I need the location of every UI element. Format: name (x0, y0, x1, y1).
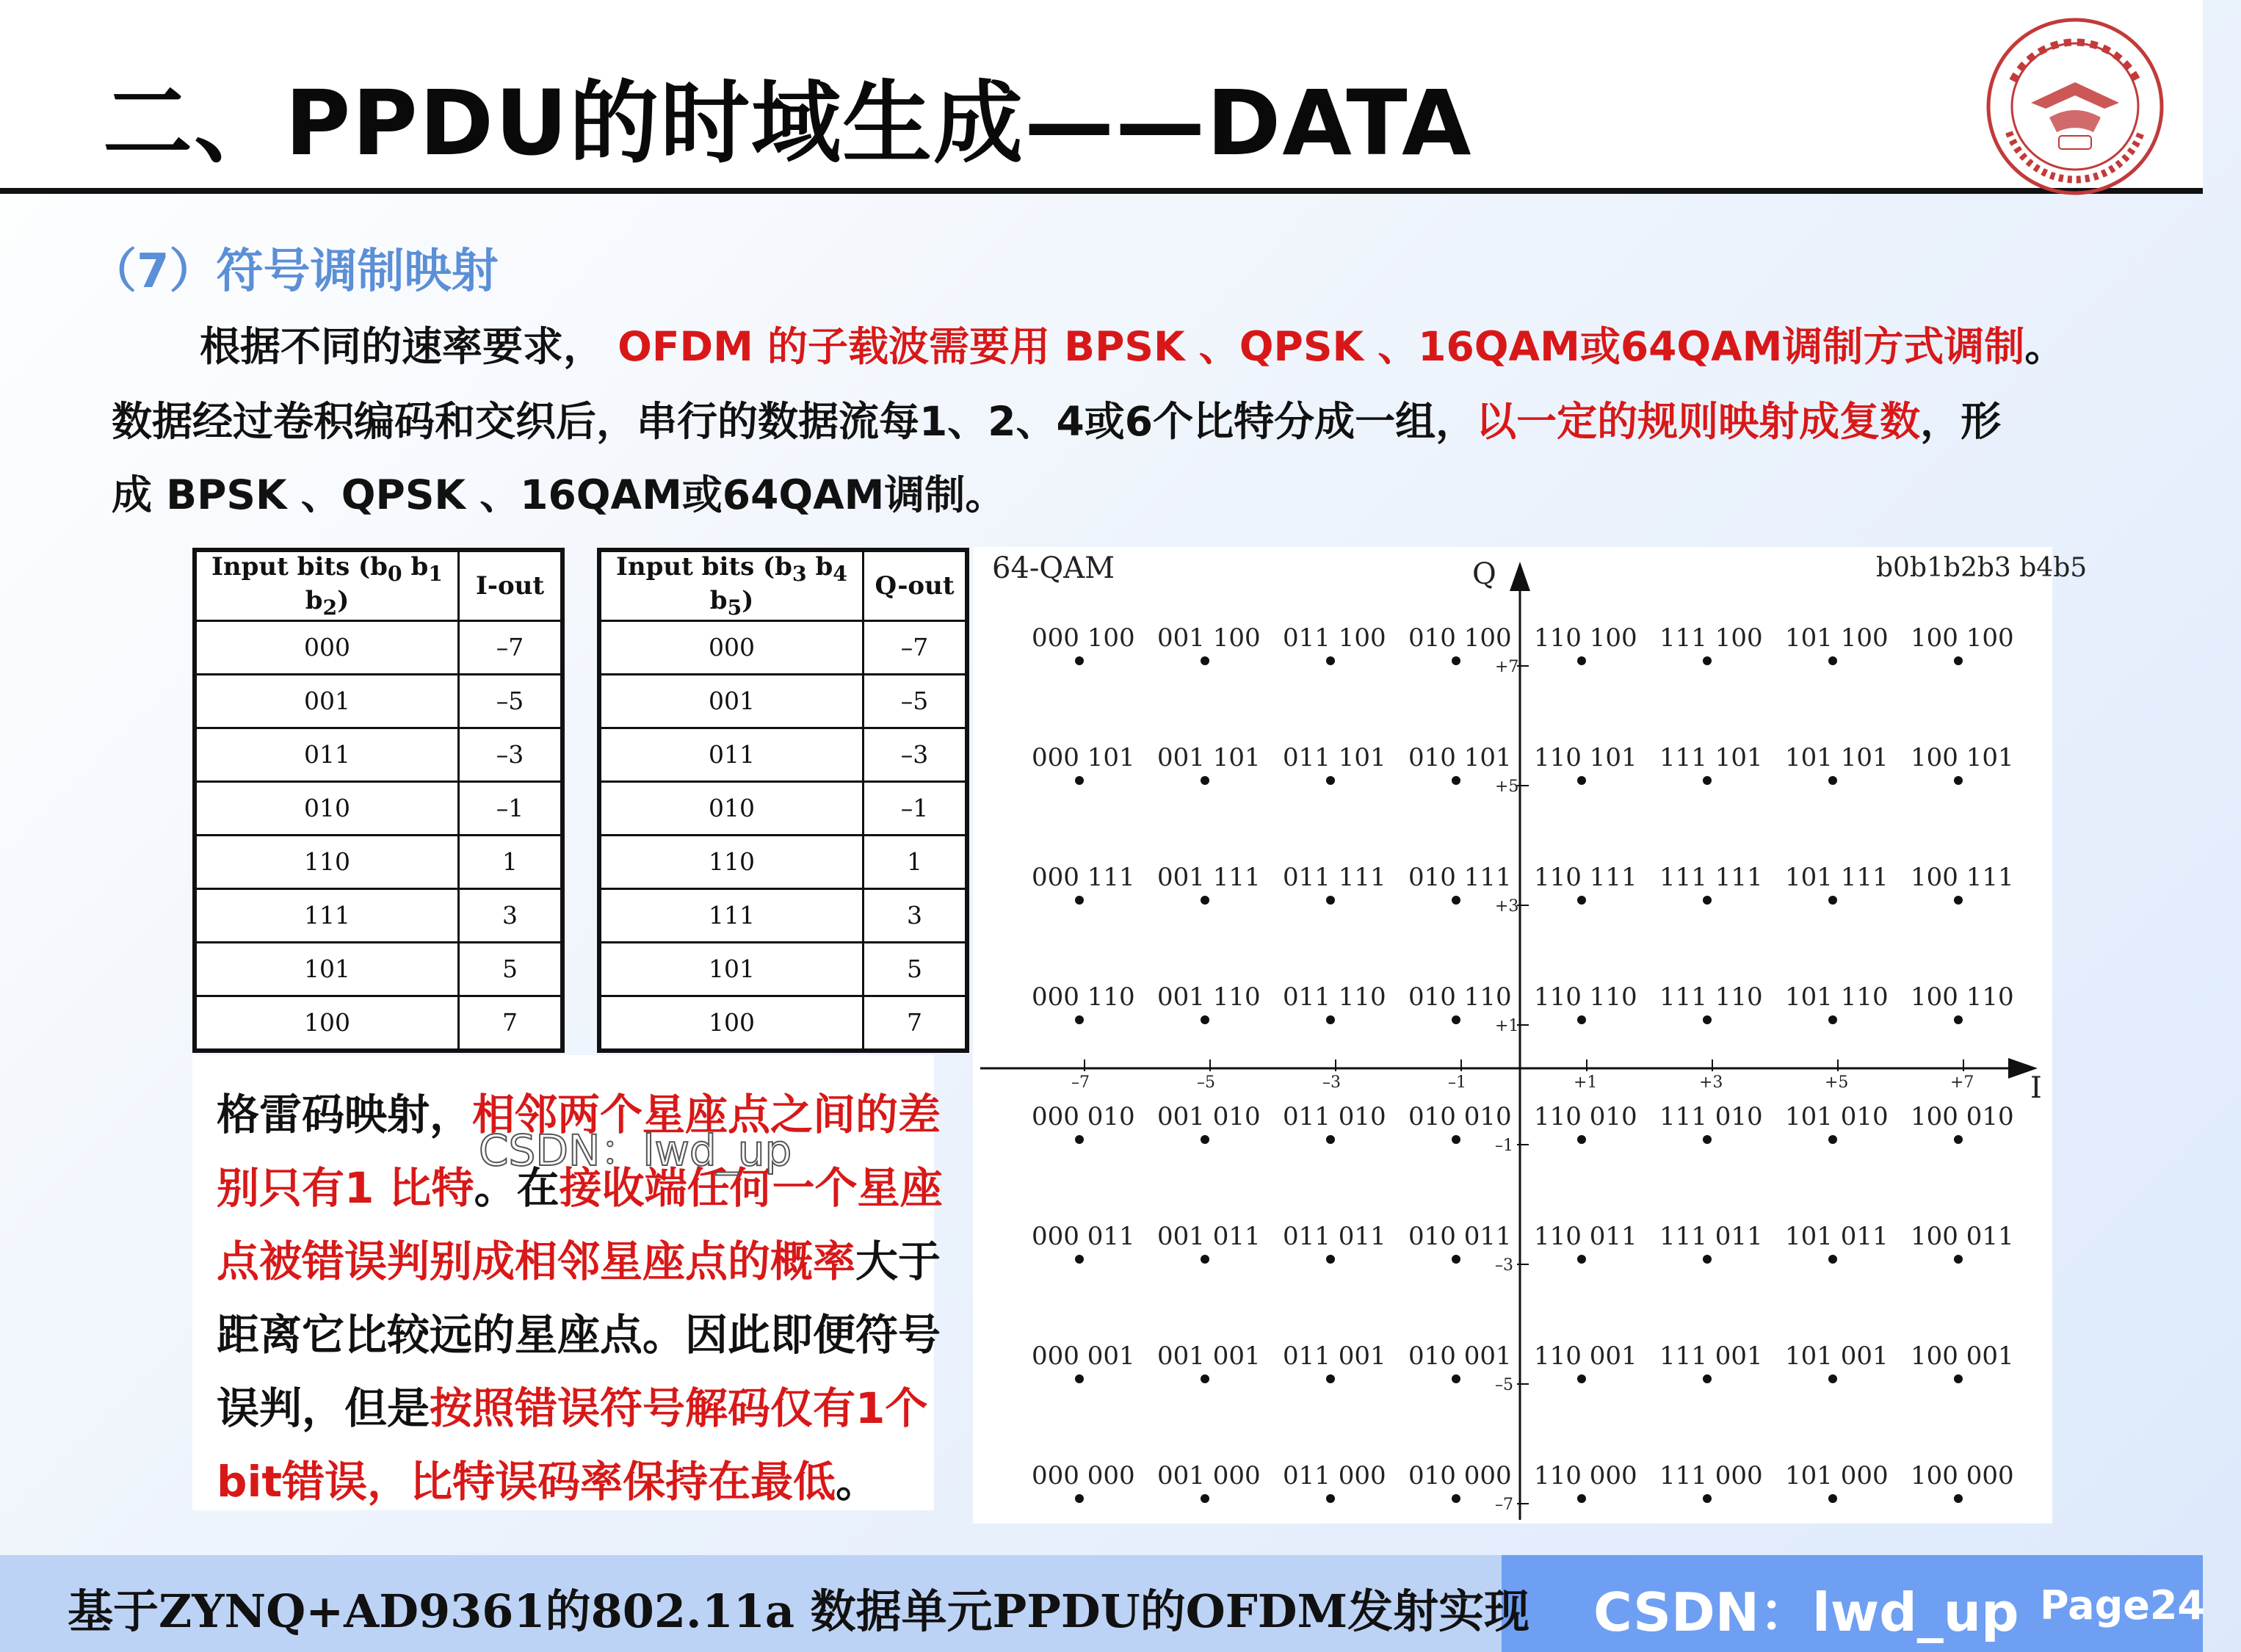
constellation-point-label: 011 101 (1283, 743, 1386, 772)
constellation-point (1577, 1255, 1586, 1264)
constellation-point (1828, 1374, 1837, 1383)
paragraph-text: 根据不同的速率要求， (200, 323, 604, 370)
constellation-point (1828, 776, 1837, 785)
university-seal-logo (1980, 15, 2171, 198)
constellation-point (1828, 1255, 1837, 1264)
output-level-cell: –7 (459, 620, 563, 674)
note-text: 大于距离它比较远的星座点。因此即便符号误判，但是 (217, 1236, 941, 1433)
constellation-point (1075, 656, 1084, 665)
output-level-cell: 7 (459, 996, 563, 1051)
constellation-point (1201, 1255, 1209, 1264)
constellation-point-label: 010 100 (1408, 623, 1512, 653)
constellation-point-label: 000 111 (1032, 863, 1135, 892)
note-text: 格雷码映射， (217, 1090, 473, 1140)
constellation-point (1954, 1135, 1963, 1144)
table-header-input-bits: Input bits ($b_0$ $b_1$ $b_2$) (195, 550, 459, 620)
table-row (599, 888, 967, 942)
constellation-point (1577, 776, 1586, 785)
input-bits-cell: 001 (599, 674, 864, 728)
footer-brand: CSDN：lwd_up (1593, 1582, 2019, 1643)
q-tick-label: +5 (1495, 778, 1519, 796)
constellation-point (1201, 1135, 1209, 1144)
constellation-point (1703, 1374, 1712, 1383)
output-level-cell: 1 (459, 835, 563, 888)
constellation-point (1075, 1374, 1084, 1383)
constellation-point (1452, 656, 1460, 665)
constellation-point (1326, 1135, 1335, 1144)
constellation-point (1326, 1015, 1335, 1024)
constellation-point (1326, 1374, 1335, 1383)
constellation-point-label: 010 010 (1408, 1102, 1512, 1131)
constellation-point-label: 100 010 (1911, 1102, 2014, 1131)
constellation-point (1452, 1494, 1460, 1503)
constellation-point (1577, 656, 1586, 665)
table-row (195, 888, 562, 942)
i-tick-label: +3 (1699, 1073, 1723, 1092)
constellation-point (1828, 656, 1837, 665)
constellation-point-label: 101 110 (1785, 982, 1889, 1012)
constellation-point-label: 110 111 (1534, 863, 1637, 892)
output-level-cell: 3 (459, 888, 563, 942)
output-level-cell: –7 (864, 620, 968, 674)
constellation-point-label: 111 011 (1659, 1222, 1763, 1251)
constellation-point (1703, 1135, 1712, 1144)
constellation-point-label: 011 010 (1283, 1102, 1386, 1131)
constellation-point (1954, 1255, 1963, 1264)
input-bits-cell: 011 (599, 728, 864, 781)
constellation-point-label: 111 111 (1659, 863, 1763, 892)
constellation-point-label: 101 010 (1785, 1102, 1889, 1131)
table-row (599, 996, 967, 1051)
constellation-title: 64-QAM (992, 551, 1115, 585)
i-tick-label: +5 (1825, 1073, 1849, 1092)
q-tick-label: +3 (1495, 897, 1519, 916)
constellation-point-label: 100 100 (1911, 623, 2014, 653)
footer-caption: 基于ZYNQ+AD9361的802.11a 数据单元PPDU的OFDM发射实现 (68, 1584, 1530, 1638)
output-level-cell: 5 (459, 942, 563, 996)
note-highlight: 按照错误符号解码仅有1个bit错误，比特误码率保持在最低 (217, 1383, 928, 1507)
paragraph-text: 数据经过卷积编码和交织后，串行的数据流每1、2、4或6个比特分成一组， (112, 398, 1477, 445)
constellation-point-label: 111 000 (1659, 1461, 1763, 1490)
input-bits-cell: 110 (599, 835, 864, 888)
input-bits-cell: 101 (599, 942, 864, 996)
constellation-point-label: 010 000 (1408, 1461, 1512, 1490)
input-bits-cell: 100 (599, 996, 864, 1051)
constellation-point (1703, 1255, 1712, 1264)
constellation-point-label: 110 100 (1534, 623, 1637, 653)
bit-order-label: b0b1b2b3 b4b5 (1876, 553, 2088, 583)
constellation-point (1075, 1015, 1084, 1024)
constellation-point-label: 111 001 (1659, 1341, 1763, 1371)
q-tick-label: –1 (1495, 1137, 1513, 1155)
constellation-point-label: 100 001 (1911, 1341, 2014, 1371)
constellation-point (1577, 1494, 1586, 1503)
constellation-point-label: 011 011 (1283, 1222, 1386, 1251)
csdn-watermark: CSDN：lwd_up (479, 1126, 792, 1175)
constellation-point (1954, 1374, 1963, 1383)
table-header-i-out: I-out (459, 550, 563, 620)
constellation-point-label: 111 010 (1659, 1102, 1763, 1131)
table-row (195, 835, 562, 888)
constellation-point (1828, 1135, 1837, 1144)
constellation-point-label: 100 110 (1911, 982, 2014, 1012)
q-tick-label: –3 (1495, 1256, 1513, 1275)
q-tick-label: +1 (1495, 1017, 1519, 1035)
output-level-cell: 3 (864, 888, 968, 942)
constellation-point (1326, 896, 1335, 905)
input-bits-cell: 010 (195, 781, 459, 835)
output-level-cell: 7 (864, 996, 968, 1051)
constellation-point-label: 101 000 (1785, 1461, 1889, 1490)
constellation-point-label: 010 001 (1408, 1341, 1512, 1371)
constellation-point (1075, 1255, 1084, 1264)
constellation-point-label: 111 101 (1659, 743, 1763, 772)
q-tick-label: +7 (1495, 658, 1519, 676)
constellation-point (1703, 776, 1712, 785)
i-tick-label: +7 (1950, 1073, 1974, 1092)
constellation-point-label: 011 110 (1283, 982, 1386, 1012)
input-bits-cell: 001 (195, 674, 459, 728)
constellation-point (1201, 1494, 1209, 1503)
constellation-point-label: 101 101 (1785, 743, 1889, 772)
constellation-point (1075, 1494, 1084, 1503)
constellation-point (1326, 656, 1335, 665)
constellation-point-label: 100 101 (1911, 743, 2014, 772)
constellation-point (1577, 1015, 1586, 1024)
title-divider (0, 188, 2203, 194)
page-number: Page24 (2040, 1582, 2205, 1629)
constellation-point-label: 100 000 (1911, 1461, 2014, 1490)
constellation-point-label: 110 110 (1534, 982, 1637, 1012)
constellation-point (1201, 896, 1209, 905)
constellation-point-label: 110 011 (1534, 1222, 1637, 1251)
output-level-cell: 5 (864, 942, 968, 996)
table-row (195, 728, 562, 781)
constellation-point-label: 100 011 (1911, 1222, 2014, 1251)
table-row (195, 942, 562, 996)
table-row (195, 781, 562, 835)
constellation-point-label: 010 011 (1408, 1222, 1512, 1251)
table-row (599, 942, 967, 996)
constellation-point (1075, 1135, 1084, 1144)
input-bits-cell: 000 (195, 620, 459, 674)
paragraph-line-1 (200, 314, 2241, 372)
constellation-point (1828, 896, 1837, 905)
constellation-point-label: 001 011 (1157, 1222, 1261, 1251)
constellation-point (1703, 656, 1712, 665)
constellation-point-label: 010 101 (1408, 743, 1512, 772)
table-row (599, 835, 967, 888)
constellation-point-label: 000 000 (1032, 1461, 1135, 1490)
constellation-point (1452, 776, 1460, 785)
i-tick-label: +1 (1574, 1073, 1598, 1092)
constellation-point (1201, 656, 1209, 665)
constellation-point (1326, 1255, 1335, 1264)
output-level-cell: –5 (459, 674, 563, 728)
constellation-point (1828, 1494, 1837, 1503)
table-row (599, 674, 967, 728)
note-text: 。 (836, 1457, 879, 1507)
input-bits-cell: 100 (195, 996, 459, 1051)
table-header-input-bits: Input bits ($b_3$ $b_4$ $b_5$) (599, 550, 864, 620)
output-level-cell: 1 (864, 835, 968, 888)
section-heading: （7）符号调制映射 (90, 244, 499, 299)
constellation-point (1703, 1015, 1712, 1024)
input-bits-cell: 011 (195, 728, 459, 781)
constellation-point (1703, 896, 1712, 905)
input-bits-cell: 111 (599, 888, 864, 942)
constellation-point (1703, 1494, 1712, 1503)
constellation-point-label: 000 100 (1032, 623, 1135, 653)
constellation-point-label: 001 101 (1157, 743, 1261, 772)
input-bits-cell: 010 (599, 781, 864, 835)
paragraph-line-3: 成 BPSK 、QPSK 、16QAM或64QAM调制。 (112, 471, 1006, 518)
output-level-cell: –1 (864, 781, 968, 835)
i-tick-label: –5 (1197, 1073, 1215, 1092)
constellation-point-label: 101 100 (1785, 623, 1889, 653)
note-highlight: 相邻两个星座点之间的差别只有1 比特 (217, 1090, 941, 1213)
constellation-point-label: 111 100 (1659, 623, 1763, 653)
output-level-cell: –3 (864, 728, 968, 781)
constellation-point-label: 110 001 (1534, 1341, 1637, 1371)
constellation-point (1452, 1255, 1460, 1264)
page-title: 二、PPDU的时域生成——DATA (103, 71, 1473, 175)
constellation-point-label: 010 110 (1408, 982, 1512, 1012)
constellation-point-label: 000 010 (1032, 1102, 1135, 1131)
constellation-point-label: 000 011 (1032, 1222, 1135, 1251)
constellation-point (1075, 776, 1084, 785)
constellation-point-label: 101 001 (1785, 1341, 1889, 1371)
q-tick-label: –7 (1495, 1496, 1513, 1514)
constellation-point-label: 001 000 (1157, 1461, 1261, 1490)
table-header-q-out: Q-out (864, 550, 968, 620)
constellation-point-label: 000 001 (1032, 1341, 1135, 1371)
table-row (195, 674, 562, 728)
paragraph-highlight: OFDM 的子载波需要用 BPSK 、QPSK 、16QAM或64QAM调制方式调制 (618, 323, 2025, 370)
q-axis-label: Q (1472, 557, 1496, 591)
constellation-point-label: 101 011 (1785, 1222, 1889, 1251)
table-row (599, 728, 967, 781)
constellation-point-label: 011 100 (1283, 623, 1386, 653)
q-tick-label: –5 (1495, 1376, 1513, 1394)
input-bits-cell: 101 (195, 942, 459, 996)
constellation-point (1577, 1374, 1586, 1383)
constellation-point-label: 000 110 (1032, 982, 1135, 1012)
input-bits-cell: 000 (599, 620, 864, 674)
note-text: 。在 (474, 1163, 560, 1213)
constellation-point (1201, 1015, 1209, 1024)
i-tick-label: –3 (1322, 1073, 1341, 1092)
paragraph-highlight: 以一定的规则映射成复数 (1476, 398, 1921, 445)
constellation-point (1452, 896, 1460, 905)
output-level-cell: –3 (459, 728, 563, 781)
constellation-point (1954, 656, 1963, 665)
constellation-point (1828, 1015, 1837, 1024)
constellation-point (1452, 1135, 1460, 1144)
constellation-point (1452, 1015, 1460, 1024)
constellation-point-label: 001 110 (1157, 982, 1261, 1012)
output-level-cell: –1 (459, 781, 563, 835)
constellation-point (1452, 1374, 1460, 1383)
table-row (195, 996, 562, 1051)
constellation-point (1954, 896, 1963, 905)
constellation-point (1577, 896, 1586, 905)
constellation-point-label: 001 100 (1157, 623, 1261, 653)
constellation-point (1201, 1374, 1209, 1383)
input-bits-cell: 110 (195, 835, 459, 888)
q-out-mapping-table (597, 548, 969, 1053)
constellation-point-label: 011 111 (1283, 863, 1386, 892)
table-row (599, 781, 967, 835)
table-row (599, 620, 967, 674)
qam64-constellation-diagram (973, 547, 2088, 1524)
constellation-point-label: 001 010 (1157, 1102, 1261, 1131)
constellation-point-label: 011 000 (1283, 1461, 1386, 1490)
constellation-point (1577, 1135, 1586, 1144)
constellation-point-label: 001 001 (1157, 1341, 1261, 1371)
constellation-point-label: 101 111 (1785, 863, 1889, 892)
constellation-point-label: 011 001 (1283, 1341, 1386, 1371)
i-tick-label: –7 (1071, 1073, 1090, 1092)
constellation-point-label: 001 111 (1157, 863, 1261, 892)
constellation-point-label: 110 010 (1534, 1102, 1637, 1131)
constellation-point (1201, 776, 1209, 785)
constellation-point-label: 110 101 (1534, 743, 1637, 772)
i-axis-label: I (2030, 1071, 2042, 1105)
paragraph-text: ，形 (1920, 398, 2002, 445)
constellation-point (1326, 1494, 1335, 1503)
constellation-point-label: 111 110 (1659, 982, 1763, 1012)
paragraph-text: 。 (2024, 323, 2066, 370)
input-bits-cell: 111 (195, 888, 459, 942)
output-level-cell: –5 (864, 674, 968, 728)
table-row (195, 620, 562, 674)
paragraph-line-2 (112, 389, 2153, 447)
constellation-point-label: 000 101 (1032, 743, 1135, 772)
constellation-point (1954, 1494, 1963, 1503)
constellation-point (1075, 896, 1084, 905)
constellation-point-label: 100 111 (1911, 863, 2014, 892)
i-tick-label: –1 (1448, 1073, 1466, 1092)
note-highlight: 接收端任何一个星座点被错误判别成相邻星座点的概率 (217, 1163, 943, 1286)
constellation-point-label: 110 000 (1534, 1461, 1637, 1490)
i-out-mapping-table (192, 548, 565, 1053)
constellation-point-label: 010 111 (1408, 863, 1512, 892)
constellation-point (1326, 776, 1335, 785)
constellation-point (1954, 1015, 1963, 1024)
constellation-point (1954, 776, 1963, 785)
